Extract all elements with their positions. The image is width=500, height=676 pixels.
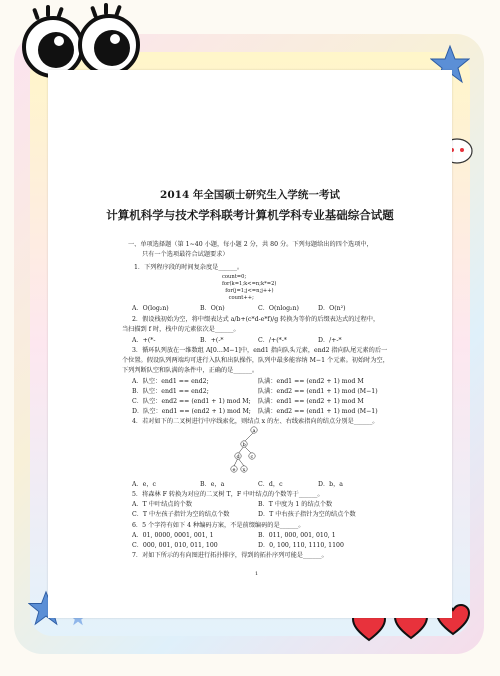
question-2-stem: 2．假设栈初始为空，将中缀表达式 a/b+(c*d-e*f)/g 转换为等价的后缀表达式的过程中， (132, 316, 380, 323)
tree-node: a (252, 427, 256, 434)
tree-node: d (236, 453, 240, 460)
option: B．队空：end1 == end2; (132, 388, 209, 395)
option: B．+(-* (200, 337, 224, 344)
option: C．/+(*-* (258, 337, 287, 344)
option: D．O(n²) (318, 305, 346, 312)
question-6-stem: 6．5 个字符有如下 4 种编码方案，不是前缀编码的是______。 (132, 522, 305, 529)
option: D．/+-* (318, 337, 342, 344)
option: C．O(nlog₂n) (258, 305, 299, 312)
question-3-stem-cont: 个位置。假设队列两端均可进行入队和出队操作，队列中最多能容纳 M−1 个元素。初始时为空， (122, 357, 389, 364)
tree-node: x (242, 466, 246, 473)
tree-node: c (250, 453, 254, 460)
option: D．0, 100, 110, 1110, 1100 (258, 542, 344, 549)
question-4-stem: 4．若对如下的二叉树进行中序线索化，则结点 x 的左、右线索指向的结点分别是______。 (132, 418, 379, 425)
section-heading-cont: 只有一个选项最符合试题要求） (142, 251, 229, 258)
tree-node: b (242, 441, 246, 448)
option: D．队空：end1 == (end2 + 1) mod M; (132, 408, 251, 415)
question-7-stem: 7．对如下所示的有向图进行拓扑排序，得到的拓扑序列可能是______。 (132, 552, 328, 559)
question-3-stem-cont: 下列判断队空和队满的条件中，正确的是______。 (122, 367, 259, 374)
right-eye-icon (78, 14, 140, 76)
option: 队满：end2 == (end1 + 1) mod (M−1) (258, 388, 378, 395)
option: B．011, 000, 001, 010, 1 (258, 532, 336, 539)
code-line: count=0; (222, 274, 247, 280)
exam-title: 2014 年全国硕士研究生入学统一考试 (160, 189, 340, 201)
exam-paper (48, 70, 452, 618)
option: D．T 中右孩子指针为空的结点个数 (258, 511, 356, 518)
binary-tree-figure (222, 426, 272, 478)
code-line: for(k=1;k<=n;k*=2) (222, 281, 277, 287)
question-1-stem: 1．下列程序段的时间复杂度是______。 (134, 264, 244, 271)
option: A．01, 0000, 0001, 001, 1 (132, 532, 214, 539)
option: A．+(*- (132, 337, 156, 344)
option: A．O(log₂n) (132, 305, 169, 312)
option: B．O(n) (200, 305, 225, 312)
code-line: for(j=1;j<=n;j++) (222, 288, 274, 294)
option: 队满：end1 == (end2 + 1) mod M (258, 378, 364, 385)
question-2-stem-cont: 当扫描到 f 时，栈中的元素依次是______。 (122, 326, 240, 333)
page-number: 1 (255, 571, 259, 577)
option: C．d，c (258, 481, 283, 488)
option: C．T 中左孩子指针为空的结点个数 (132, 511, 230, 518)
tree-node: e (232, 466, 236, 473)
option: B．T 中度为 1 的结点个数 (258, 501, 333, 508)
option: A．队空：end1 == end2; (132, 378, 209, 385)
option: 队满：end2 == (end1 + 1) mod (M−1) (258, 408, 378, 415)
code-line: count++; (222, 295, 254, 301)
option: D．b，a (318, 481, 343, 488)
option: B．e，a (200, 481, 225, 488)
left-eye-icon (22, 16, 84, 78)
option: C．000, 001, 010, 011, 100 (132, 542, 218, 549)
question-3-stem: 3．循环队列放在一维数组 A[0…M−1]中，end1 指向队头元素，end2 指向队尾元素的后一 (132, 347, 388, 354)
option: A．e，c (132, 481, 156, 488)
question-5-stem: 5．将森林 F 转换为对应的二叉树 T，F 中叶结点的个数等于______。 (132, 491, 324, 498)
exam-subtitle: 计算机科学与技术学科联考计算机学科专业基础综合试题 (106, 208, 394, 222)
section-heading: 一、单项选择题（第 1~40 小题，每小题 2 分，共 80 分。下列每题给出的四个选项中， (128, 241, 373, 248)
option: 队满：end1 == (end2 + 1) mod M (258, 398, 364, 405)
option: A．T 中叶结点的个数 (132, 501, 193, 508)
option: C．队空：end2 == (end1 + 1) mod M; (132, 398, 251, 405)
